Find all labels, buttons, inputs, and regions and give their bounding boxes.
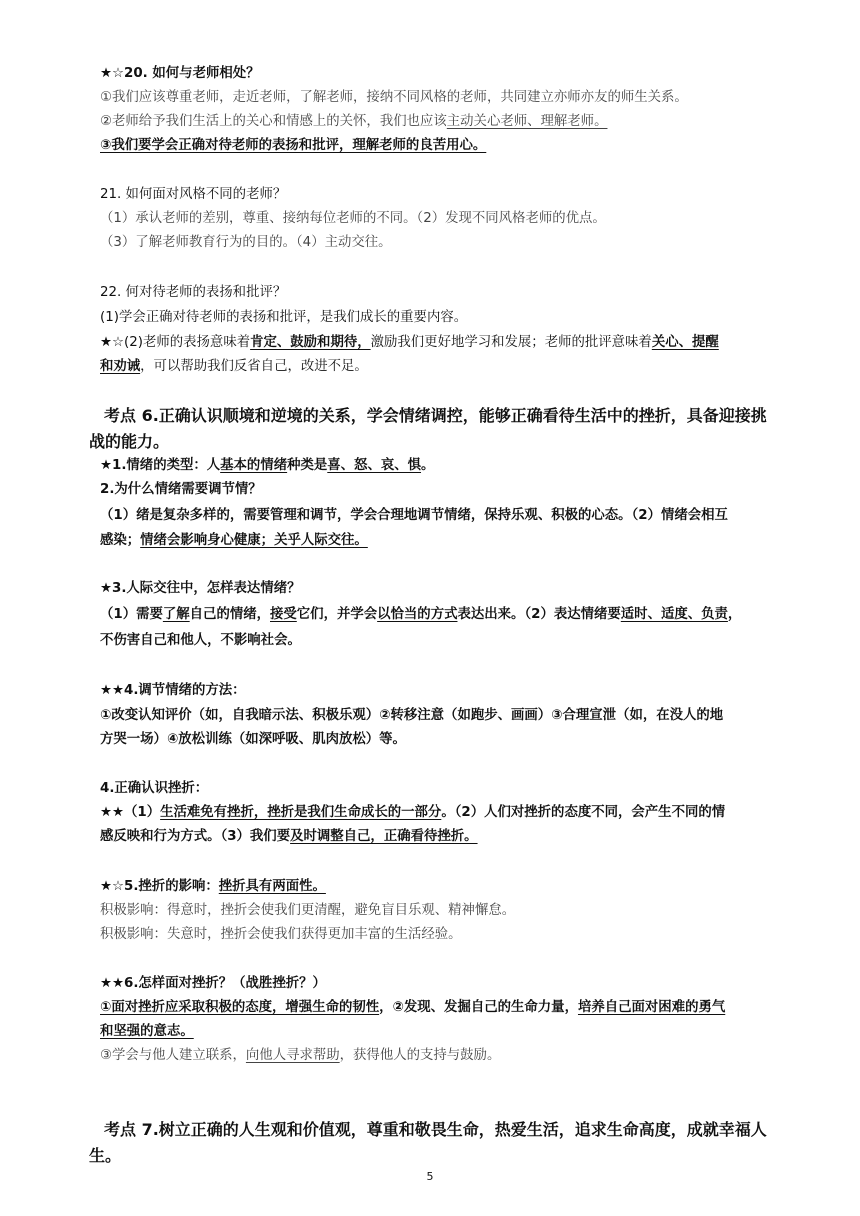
section-2-line-1: （1）绪是复杂多样的，需要管理和调节，学会合理地调节情绪，保持乐观、积极的心态。（2）情绪会相互 xyxy=(100,508,728,523)
section-6-line-3 xyxy=(100,1046,500,1066)
kaodian-6-heading-line-1: 考点 6.正确认识顺境和逆境的关系，学会情绪调控，能够正确看待生活中的挫折，具备迎接挑 xyxy=(104,406,767,425)
kaodian-7-heading-line-1: 考点 7.树立正确的人生观和价值观，尊重和敬畏生命，热爱生活，追求生命高度，成就幸福人 xyxy=(104,1120,767,1139)
section-6-line-1 xyxy=(100,998,725,1018)
q22-line-2-underlined-1: 肯定、鼓励和期待， xyxy=(250,335,371,350)
section-5-title xyxy=(100,877,326,897)
q20-point-1: ①我们应该尊重老师，走近老师，了解老师，接纳不同风格的老师，共同建立亦师亦友的师生关系。 xyxy=(100,90,688,105)
section-3-text-c: 它们，并学会 xyxy=(296,607,378,622)
q22-line-2-underlined-2: 关心、提醒 xyxy=(651,335,719,350)
section-4-title: ★★4.调节情绪的方法： xyxy=(100,683,246,698)
section-1-text-b: 种类是 xyxy=(287,458,328,473)
section-5-title-text: ★☆5.挫折的影响： xyxy=(100,879,219,894)
section-3-line-2: 不伤害自己和他人，不影响社会。 xyxy=(100,633,301,648)
section-4b-underlined-1: 生活难免有挫折，挫折是我们生命成长的一部分 xyxy=(160,805,442,820)
q21-title: 21. 如何面对风格不同的老师？ xyxy=(100,187,287,202)
section-2-line-2 xyxy=(100,531,368,551)
section-1-underlined-1: 基本的情绪 xyxy=(220,458,288,473)
section-3-underlined-4: 适时、适度、负责 xyxy=(620,607,728,622)
section-6-text-a: ，②发现、发掘自己的生命力量， xyxy=(379,1000,578,1015)
section-4b-line-2 xyxy=(100,827,478,847)
q22-line-2 xyxy=(100,333,719,353)
section-6-underlined-1: ①面对挫折应采取积极的态度，增强生命的韧性 xyxy=(100,1000,380,1015)
section-1-text-c: 。 xyxy=(421,458,435,473)
section-6-line-2: 和坚强的意志。 xyxy=(100,1024,194,1039)
q21-line-2: （3）了解老师教育行为的目的。（4）主动交往。 xyxy=(100,235,392,250)
q22-title: 22. 何对待老师的表扬和批评？ xyxy=(100,285,287,300)
section-3-text-a: （1）需要 xyxy=(100,607,163,622)
q20-point-2 xyxy=(100,112,607,132)
section-4b-text-a: ★★（1） xyxy=(100,805,161,820)
section-1 xyxy=(100,456,434,476)
section-1-text-a: ★1.情绪的类型：人 xyxy=(100,458,221,473)
section-4-line-2: 方哭一场）④放松训练（如深呼吸、肌肉放松）等。 xyxy=(100,732,406,747)
q22-line-2-text-a: ★☆(2)老师的表扬意味着 xyxy=(100,335,251,350)
section-4b-title: 4.正确认识挫折： xyxy=(100,781,209,796)
q22-line-3 xyxy=(100,357,368,377)
section-3-underlined-3: 以恰当的方式 xyxy=(377,607,458,622)
kaodian-6-heading-line-2: 战的能力。 xyxy=(89,432,170,451)
section-4b-line-1 xyxy=(100,803,725,823)
q20-point-2-text: ②老师给予我们生活上的关心和情感上的关怀，我们也应该 xyxy=(100,114,447,129)
q22-line-3-text: ，可以帮助我们反省自己，改进不足。 xyxy=(140,359,368,374)
section-3-title: ★3.人际交往中，怎样表达情绪？ xyxy=(100,581,301,596)
section-2-line-2-underlined: 情绪会影响身心健康；关乎人际交往。 xyxy=(140,533,368,548)
q22-line-3-underlined: 和劝诫 xyxy=(100,359,141,374)
section-6-underlined-3: 向他人寻求帮助 xyxy=(245,1048,340,1063)
section-3-underlined-1: 了解 xyxy=(162,607,190,622)
q20-point-3: ③我们要学会正确对待老师的表扬和批评，理解老师的良苦用心。 xyxy=(100,138,487,153)
section-6-underlined-2: 培养自己面对困难的勇气 xyxy=(577,1000,726,1015)
section-4b-text-b: 。（2）人们对挫折的态度不同，会产生不同的情 xyxy=(441,805,726,820)
q22-line-2-text-b: 激励我们更好地学习和发展；老师的批评意味着 xyxy=(370,335,652,350)
section-1-underlined-2: 喜、怒、哀、惧 xyxy=(327,458,422,473)
section-3-text-e: ， xyxy=(727,607,742,622)
section-3-text-b: 自己的情绪， xyxy=(189,607,271,622)
section-6-text-b: ③学会与他人建立联系， xyxy=(100,1048,246,1063)
section-4-line-1: ①改变认知评价（如，自我暗示法、积极乐观）②转移注意（如跑步、画画）③合理宣泄（如，在没人的地 xyxy=(100,708,724,723)
section-2-title: 2.为什么情绪需要调节情？ xyxy=(100,482,262,497)
section-4b-text-c: 感反映和行为方式。（3）我们要 xyxy=(100,829,291,844)
page-number: 5 xyxy=(426,1170,434,1183)
section-5-line-2: 积极影响：失意时，挫折会使我们获得更加丰富的生活经验。 xyxy=(100,927,462,942)
section-5-title-underlined: 挫折具有两面性。 xyxy=(218,879,326,894)
section-6-text-c: ，获得他人的支持与鼓励。 xyxy=(339,1048,501,1063)
section-6-title: ★★6.怎样面对挫折？（战胜挫折？） xyxy=(100,976,326,991)
section-2-line-2-text: 感染； xyxy=(100,533,141,548)
section-3-line-1 xyxy=(100,605,741,625)
q22-line-1: (1)学会正确对待老师的表扬和批评，是我们成长的重要内容。 xyxy=(100,310,468,325)
q20-point-2-underlined: 主动关心老师、理解老师。 xyxy=(446,114,608,129)
section-4b-underlined-2: 及时调整自己，正确看待挫折。 xyxy=(290,829,478,844)
section-3-underlined-2: 接受 xyxy=(270,607,297,622)
q21-line-1: （1）承认老师的差别，尊重、接纳每位老师的不同。（2）发现不同风格老师的优点。 xyxy=(100,211,606,226)
section-3-text-d: 表达出来。（2）表达情绪要 xyxy=(457,607,621,622)
q20-title: ★☆20. 如何与老师相处？ xyxy=(100,66,260,81)
kaodian-7-heading-line-2: 生。 xyxy=(89,1146,122,1165)
section-5-line-1: 积极影响：得意时，挫折会使我们更清醒，避免盲目乐观、精神懈怠。 xyxy=(100,903,516,918)
